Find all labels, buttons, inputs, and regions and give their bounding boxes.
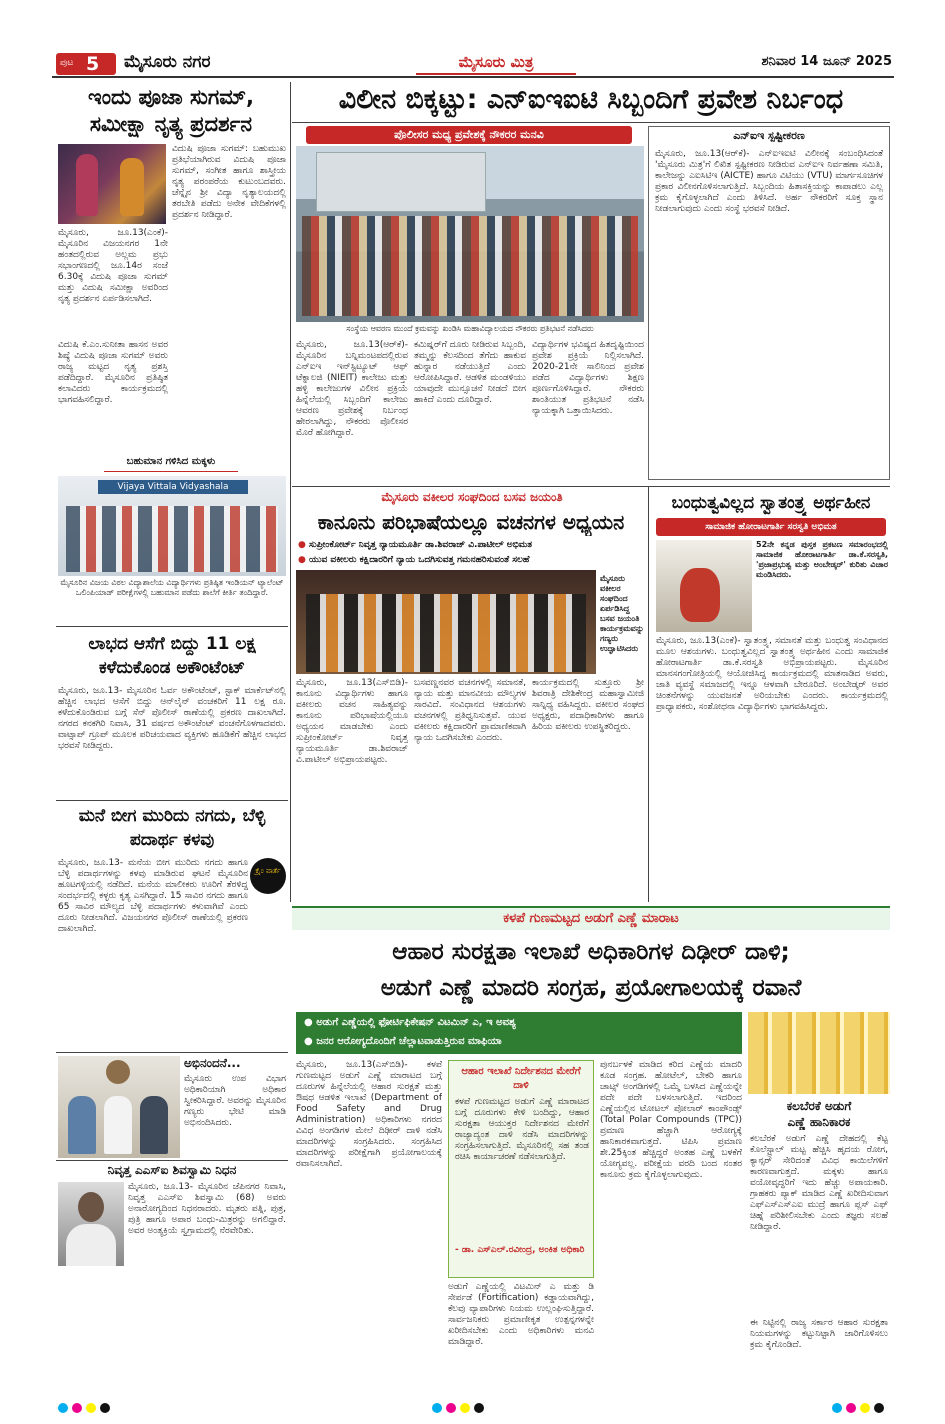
basava-bullet-1-text: ಸುಪ್ರೀಂಕೋರ್ಟ್ ನಿವೃತ್ತ ನ್ಯಾಯಮೂರ್ತಿ ಡಾ.ಶಿವರಾಜ್ ವಿ.ಪಾಟೀಲ್ ಅಭಿಮತ (309, 540, 533, 550)
oil-side-headline-1: ಕಲಬೆರಕೆ ಅಡುಗೆ (786, 1099, 852, 1113)
kids-banner: Vijaya Vittala Vidyashala (98, 480, 248, 494)
dance-headline: ಇಂದು ಪೂಜಾ ಸುಗಮ್, ಸಮೀಕ್ಷಾ ನೃತ್ಯ ಪ್ರದರ್ಶನ (88, 85, 254, 136)
kids-photo (58, 476, 286, 576)
freedom-body: ಮೈಸೂರು, ಜೂ.13(ಎಂಕೆ)- ಸ್ವಾತಂತ್ರ್ಯ, ಸಮಾನತೆ ಮತ್ತು ಬಂಧುತ್ವ ಸಂವಿಧಾನದ ಮೂಲ ಆಶಯಗಳು. ಬಂಧುತ್ವವಿಲ್ಲದ ಸ್ವಾತಂತ್ರ್ಯ ಅರ್ಥಹೀನ ಎಂದು ಸಾಮಾಜಿಕ ಹೋರಾಟಗಾರ್ತಿ ಡಾ.ಕೆ.ಸರಸ್ವತಿ ಅಭಿಪ್ರಾಯಪಟ್ಟರು. ಮೈಸೂರಿನ ಮಾನಸಗಂಗೋತ್ರಿಯಲ್ಲಿ ಆಯೋಜಿಸಿದ್ದ ಕಾರ್ಯಕ್ರಮದಲ್ಲಿ ಮಾತನಾಡಿದ ಅವರು, ಜಾತಿ ವ್ಯವಸ್ಥೆ ಸಮಾಜದಲ್ಲಿ ಇನ್ನೂ ಆಳವಾಗಿ ಬೇರೂರಿದೆ. ಅಂಬೇಡ್ಕರ್ ಅವರ ಚಿಂತನೆಗಳನ್ನು ಯುವಜನತೆ ಅರಿಯಬೇಕು ಎಂದರು. ಕಾರ್ಯಕ್ರಮದಲ್ಲಿ ಪ್ರಾಧ್ಯಾಪಕರು, ಸಂಶೋಧನಾ ವಿದ್ಯಾರ್ಥಿಗಳು ಭಾಗವಹಿಸಿದ್ದರು. (656, 636, 888, 712)
divider (56, 626, 288, 627)
oil-side-box (748, 1098, 890, 1372)
reg-dot-magenta (846, 1403, 856, 1413)
dancer-figure-2 (120, 158, 144, 216)
oil-headline-1: ಆಹಾರ ಸುರಕ್ಷತಾ ಇಲಾಖೆ ಅಧಿಕಾರಿಗಳ ದಿಢೀರ್ ದಾಳಿ; (392, 939, 790, 965)
basava-bullet-2-text: ಯುವ ವಕೀಲರು ಕಕ್ಷಿದಾರರಿಗೆ ನ್ಯಾಯ ಒದಗಿಸುವತ್ತ ಗಮನಹರಿಸುವಂತೆ ಸಲಹೆ (309, 555, 530, 565)
kids-group (66, 506, 278, 572)
lead-photo-tag: ಪೊಲೀಸರ ಮಧ್ಯ ಪ್ರವೇಶಕ್ಕೆ ನೌಕರರ ಮನವಿ (306, 126, 632, 144)
oil-col3-body: ಪುನರ್ಬಳಕೆ ಮಾಡಿದ ಕರಿದ ಎಣ್ಣೆಯ ಮಾದರಿ ಕೂಡ ಸಂಗ್ರಹ. ಹೋಟೆಲ್, ಬೇಕರಿ ಹಾಗೂ ಚಾಟ್ಸ್ ಅಂಗಡಿಗಳಲ್ಲಿ ಒಮ್ಮೆ ಬಳಸಿದ ಎಣ್ಣೆಯನ್ನೇ ಪದೇ ಪದೇ ಬಳಸಲಾಗುತ್ತಿದೆ. ಇದರಿಂದ ಎಣ್ಣೆಯಲ್ಲಿನ ಟೋಟಲ್ ಪೋಲಾರ್ ಕಾಂಪೌಂಡ್ಸ್ (Total Polar Compounds (TPC)) ಪ್ರಮಾಣ ಹೆಚ್ಚಾಗಿ ಆರೋಗ್ಯಕ್ಕೆ ಹಾನಿಕಾರಕವಾಗುತ್ತದೆ. ಟಿಪಿಸಿ ಪ್ರಮಾಣ ಶೇ.25ಕ್ಕಿಂತ ಹೆಚ್ಚಿದ್ದರೆ ಅಂತಹ ಎಣ್ಣೆ ಬಳಕೆಗೆ ಯೋಗ್ಯವಲ್ಲ. ಪರೀಕ್ಷೆಯ ವರದಿ ಬಂದ ನಂತರ ಕಾನೂನು ಕ್ರಮ ಕೈಗೊಳ್ಳಲಾಗುವುದು. (600, 1060, 742, 1180)
fraud-headline: ಲಾಭದ ಆಸೆಗೆ ಬಿದ್ದು 11 ಲಕ್ಷ ಕಳೆದುಕೊಂಡ ಅಕೌಂಟೆಂಟ್ (88, 634, 256, 678)
nie-body: ಮೈಸೂರು, ಜೂ.13(ಆರ್‌ಕೆ)- ಎನ್‌ಐಇಐಟಿ ವಿಲೀನಕ್ಕೆ ಸಂಬಂಧಿಸಿದಂತೆ 'ಮೈಸೂರು ಮಿತ್ರ'ಗೆ ಲಿಖಿತ ಸ್ಪಷ್ಟೀಕರಣ ನೀಡಿರುವ ಎನ್‌ಐಇ ನಿರ್ವಹಣಾ ಸಮಿತಿ, ಕಾಲೇಜನ್ನು ಎಐಸಿಟಿಇ (AICTE) ಹಾಗೂ ವಿಟಿಯು (VTU) ಮಾರ್ಗಸೂಚಿಗಳ ಪ್ರಕಾರ ವಿಲೀನಗೊಳಿಸಲಾಗುತ್ತಿದೆ. ಸಿಬ್ಬಂದಿಯ ಹಿತಾಸಕ್ತಿಯನ್ನು ಕಾಪಾಡಲು ಎಲ್ಲ ಕ್ರಮ ಕೈಗೊಳ್ಳಲಾಗಿದೆ ಎಂದು ತಿಳಿಸಿದೆ. ಅರ್ಹ ನೌಕರರಿಗೆ ಸೂಕ್ತ ಸ್ಥಾನ ನೀಡಲಾಗುವುದು ಎಂದು ಸಂಸ್ಥೆ ಭರವಸೆ ನೀಡಿದೆ. (655, 149, 883, 214)
basava-body-3: ಕಾರ್ಯಕ್ರಮದಲ್ಲಿ ಸುತ್ತೂರು ಶ್ರೀ ಶಿವರಾತ್ರಿ ದೇಶಿಕೇಂದ್ರ ಮಹಾಸ್ವಾಮೀಜಿ ಸಾನ್ನಿಧ್ಯ ವಹಿಸಿದ್ದರು. ವಕೀಲರ ಸಂಘದ ಅಧ್ಯಕ್ಷರು, ಪದಾಧಿಕಾರಿಗಳು ಹಾಗೂ ಹಿರಿಯ ವಕೀಲರು ಉಪಸ್ಥಿತರಿದ್ದರು. (532, 678, 644, 732)
obit-photo (58, 1182, 124, 1266)
oil-body-2: ಅಡುಗೆ ಎಣ್ಣೆಯಲ್ಲಿ ವಿಟಮಿನ್ ಎ ಮತ್ತು ಡಿ ಸೇರ್ಪಡೆ (Fortification) ಕಡ್ಡಾಯವಾಗಿದ್ದು, ಕೆಲವು ವ್ಯಾಪಾರಿಗಳು ನಿಯಮ ಉಲ್ಲಂಘಿಸುತ್ತಿದ್ದಾರೆ. ಸಾರ್ವಜನಿಕರು ಪ್ರಮಾಣೀಕೃತ ಉತ್ಪನ್ನಗಳನ್ನೇ ಖರೀದಿಸಬೇಕು ಎಂದು ಅಧಿಕಾರಿಗಳು ಮನವಿ ಮಾಡಿದ್ದಾರೆ. (448, 1282, 594, 1347)
kids-tag: ಬಹುಮಾನ ಗಳಿಸಿದ ಮಕ್ಕಳು (104, 456, 238, 472)
reg-dot-magenta (72, 1403, 82, 1413)
masthead-bar (52, 50, 894, 78)
oil-side-headline-2: ಎಣ್ಣೆ ಹಾನಿಕಾರಕ (787, 1115, 851, 1129)
dance-body-1: ಮೈಸೂರು, ಜೂ.13(ಎಂಕೆ)- ಮೈಸೂರಿನ ವಿಜಯನಗರ 1ನೇ ಹಂತದಲ್ಲಿರುವ ಅಲ್ಲಮ ಪ್ರಭು ಸಭಾಂಗಣದಲ್ಲಿ ಜೂ.14ರ ಸಂಜೆ 6.30ಕ್ಕೆ ವಿದುಷಿ ಪೂಜಾ ಸುಗಮ್ ಮತ್ತು ವಿದುಷಿ ಸಮೀಕ್ಷಾ ಅವರಿಂದ ನೃತ್ಯ ಪ್ರದರ್ಶನ ಏರ್ಪಡಿಸಲಾಗಿದೆ. (58, 228, 168, 304)
page-number: 5 (86, 53, 100, 75)
person-figure (68, 1096, 96, 1154)
theft-headline: ಮನೆ ಬೀಗ ಮುರಿದು ನಗದು, ಬೆಳ್ಳಿ ಪದಾರ್ಥ ಕಳವು (78, 806, 266, 850)
column-divider (648, 486, 649, 902)
paper-name: ಮೈಸೂರು ಮಿತ್ರ (416, 53, 576, 75)
crime-badge-text: ಕ್ರೈಂ ವಾರ್ತೆ (255, 867, 281, 875)
oil-bullets-box (296, 1012, 742, 1054)
freedom-headline: ಬಂಧುತ್ವವಿಲ್ಲದ ಸ್ವಾತಂತ್ರ್ಯ ಅರ್ಥಹೀನ (671, 493, 871, 513)
lead-body-3: ವಿದ್ಯಾರ್ಥಿಗಳ ಭವಿಷ್ಯದ ಹಿತದೃಷ್ಟಿಯಿಂದ ಪ್ರವೇಶ ಪ್ರಕ್ರಿಯೆ ನಿಲ್ಲಿಸಲಾಗಿದೆ. 2020-21ನೇ ಸಾಲಿನಿಂದ ಪ್ರವೇಶ ಪಡೆದ ವಿದ್ಯಾರ್ಥಿಗಳು ಶಿಕ್ಷಣ ಪೂರ್ಣಗೊಳಿಸಿದ್ದಾರೆ. ನೌಕರರು ಶಾಂತಿಯುತ ಪ್ರತಿಭಟನೆ ನಡೆಸಿ ನ್ಯಾಯಕ್ಕಾಗಿ ಒತ್ತಾಯಿಸಿದರು. (532, 340, 644, 416)
registration-marks-right (830, 1398, 900, 1410)
protest-crowd (302, 216, 638, 316)
oil-kicker-bar (292, 906, 890, 930)
column-divider (290, 82, 291, 902)
reg-dot-black (100, 1403, 110, 1413)
dance-photo (58, 144, 166, 224)
divider (56, 1160, 288, 1161)
oil-box-tag: ಆಹಾರ ಇಲಾಖೆ ನಿರ್ದೇಶನದ ಮೇರೆಗೆ ದಾಳಿ (461, 1066, 581, 1091)
bullet-icon: ● (298, 555, 306, 565)
dignitaries-row (306, 594, 586, 672)
oil-photo (748, 1012, 890, 1094)
date-line: ಶನಿವಾರ 14 ಜೂನ್ 2025 (761, 54, 892, 69)
page-number-box (56, 53, 116, 75)
lead-photo (296, 146, 644, 322)
oil-box-quote: - ಡಾ. ಎಸ್‌ಎಲ್.ರವೀಂದ್ರ, ಅಂಕಿತ ಅಧಿಕಾರಿ (455, 1245, 585, 1255)
oil-bullet-2 (304, 1034, 734, 1050)
portrait-head (78, 1192, 104, 1222)
person-figure (140, 1096, 168, 1154)
registration-marks-center (430, 1398, 550, 1410)
bullet-icon: ● (304, 1017, 313, 1028)
basava-bullet-1 (298, 538, 644, 552)
divider (56, 1052, 288, 1053)
dance-body-3: ವಿದುಷಿ ಪೂಜಾ ಸುಗಮ್: ಬಹುಮುಖ ಪ್ರತಿಭೆಯಾಗಿರುವ ವಿದುಷಿ ಪೂಜಾ ಸುಗಮ್, ಸಂಗೀತ ಹಾಗೂ ಶಾಸ್ತ್ರೀಯ ನೃತ್ಯ ಪರಂಪರೆಯ ಕುಟುಂಬದವರು. ಚೆನ್ನೈನ ಶ್ರೀ ವಿದ್ಯಾ ನೃತ್ಯಾಲಯದಲ್ಲಿ ತರಬೇತಿ ಪಡೆದು ಅನೇಕ ವೇದಿಕೆಗಳಲ್ಲಿ ಪ್ರದರ್ಶನ ನೀಡಿದ್ದಾರೆ. (172, 144, 286, 220)
freedom-tag: ಸಾಮಾಜಿಕ ಹೋರಾಟಗಾರ್ತಿ ಸರಸ್ವತಿ ಅಭಿಮತ (656, 518, 886, 536)
oil-kicker: ಕಳಪೆ ಗುಣಮಟ್ಟದ ಅಡುಗೆ ಎಣ್ಣೆ ಮಾರಾಟ (503, 911, 679, 926)
reg-dot-yellow (460, 1403, 470, 1413)
oil-bullet-1-text: ಅಡುಗೆ ಎಣ್ಣೆಯಲ್ಲಿ ಫೋರ್ಟಿಫಿಕೇಷನ್ ವಿಟಮಿನ್ ಎ, ಇ ಅವಶ್ಯ (316, 1017, 516, 1028)
congrats-body: ಮೈಸೂರು ಉಪ ವಿಭಾಗ ಅಧಿಕಾರಿಯಾಗಿ ಅಧಿಕಾರ ಸ್ವೀಕರಿಸಿದ್ದಾರೆ. ಅವರನ್ನು ಮೈಸೂರಿನ ಗಣ್ಯರು ಭೇಟಿ ಮಾಡಿ ಅಭಿನಂದಿಸಿದರು. (184, 1074, 286, 1128)
dancer-figure-1 (76, 154, 98, 216)
section-title: ಮೈಸೂರು ನಗರ (124, 52, 211, 72)
page-label: ಪುಟ (60, 58, 74, 68)
fraud-body: ಮೈಸೂರು, ಜೂ.13- ಮೈಸೂರಿನ ಓರ್ವ ಅಕೌಂಟೆಂಟ್, ಸ್ಟಾಕ್ ಮಾರ್ಕೆಟ್‌ನಲ್ಲಿ ಹೆಚ್ಚಿನ ಲಾಭದ ಆಸೆಗೆ ಬಿದ್ದು ಆನ್‌ಲೈನ್ ವಂಚಕರಿಗೆ 11 ಲಕ್ಷ ರೂ. ಕಳೆದುಕೊಂಡಿರುವ ಬಗ್ಗೆ ಸೆನ್ ಪೊಲೀಸ್ ಠಾಣೆಯಲ್ಲಿ ಪ್ರಕರಣ ದಾಖಲಾಗಿದೆ. ನಗರದ ಕನಕಗಿರಿ ನಿವಾಸಿ, 31 ವರ್ಷದ ಅಕೌಂಟೆಂಟ್ ವಂಚನೆಗೊಳಗಾದವರು. ವಾಟ್ಸಾಪ್ ಗ್ರೂಪ್ ಮೂಲಕ ಪರಿಚಯವಾದ ವ್ಯಕ್ತಿಗಳು ಹೂಡಿಕೆಗೆ ಹೆಚ್ಚಿನ ಲಾಭದ ಭರವಸೆ ನೀಡಿದ್ದರು. (58, 686, 286, 751)
emblem-icon (106, 1060, 130, 1084)
crime-badge (250, 858, 286, 894)
basava-photo-caption: ಮೈಸೂರು ವಕೀಲರ ಸಂಘದಿಂದ ಏರ್ಪಡಿಸಿದ್ದ ಬಸವ ಜಯಂತಿ ಕಾರ್ಯಕ್ರಮವನ್ನು ಗಣ್ಯರು ಉದ್ಘಾಟಿಸಿದರು (600, 574, 644, 653)
mask-figure (680, 568, 720, 622)
oil-side-body: ಕಲಬೆರಕೆ ಅಡುಗೆ ಎಣ್ಣೆ ದೇಹದಲ್ಲಿ ಕೆಟ್ಟ ಕೊಲೆಸ್ಟ್ರಾಲ್ ಮಟ್ಟ ಹೆಚ್ಚಿಸಿ ಹೃದಯ ರೋಗ, ಕ್ಯಾನ್ಸರ್ ಸೇರಿದಂತೆ ವಿವಿಧ ಕಾಯಿಲೆಗಳಿಗೆ ಕಾರಣವಾಗುತ್ತದೆ. ಮಕ್ಕಳು ಹಾಗೂ ವಯೋವೃದ್ಧರಿಗೆ ಇದು ಹೆಚ್ಚು ಅಪಾಯಕಾರಿ. ಗ್ರಾಹಕರು ಪ್ಯಾಕ್ ಮಾಡಿದ ಎಣ್ಣೆ ಖರೀದಿಸುವಾಗ ಎಫ್‌ಎಸ್‌ಎಸ್‌ಎಐ ಮುದ್ರೆ ಹಾಗೂ ಪ್ಲಸ್ ಎಫ್ ಚಿಹ್ನೆ ಪರಿಶೀಲಿಸಬೇಕು ಎಂದು ತಜ್ಞರು ಸಲಹೆ ನೀಡಿದ್ದಾರೆ. (750, 1134, 888, 1232)
registration-marks-left (56, 1398, 176, 1410)
basava-photo (296, 570, 596, 674)
oil-box (448, 1060, 594, 1278)
congrats-photo (58, 1056, 180, 1158)
reg-dot-cyan (58, 1403, 68, 1413)
theft-body: ಮೈಸೂರು, ಜೂ.13- ಮನೆಯ ಬೀಗ ಮುರಿದು ನಗದು ಹಾಗೂ ಬೆಳ್ಳಿ ಪದಾರ್ಥಗಳನ್ನು ಕಳವು ಮಾಡಿರುವ ಘಟನೆ ಮೈಸೂರಿನ ಹೂಟಗಳ್ಳಿಯಲ್ಲಿ ನಡೆದಿದೆ. ಮನೆಯ ಮಾಲೀಕರು ಊರಿಗೆ ತೆರಳಿದ್ದ ಸಂದರ್ಭದಲ್ಲಿ ಕಳ್ಳರು ಕೃತ್ಯ ಎಸಗಿದ್ದಾರೆ. 15 ಸಾವಿರ ನಗದು ಹಾಗೂ 65 ಸಾವಿರ ಮೌಲ್ಯದ ಬೆಳ್ಳಿ ಪದಾರ್ಥಗಳು ಕಳುವಾಗಿವೆ ಎಂದು ದೂರು ನೀಡಲಾಗಿದೆ. ವಿಜಯನಗರ ಪೊಲೀಸ್ ಠಾಣೆಯಲ್ಲಿ ಪ್ರಕರಣ ದಾಖಲಾಗಿದೆ. (58, 858, 248, 934)
lead-headline: ವಿಲೀನ ಬಿಕ್ಕಟ್ಟು: ಎನ್‌ಐಇಐಟಿ ಸಿಬ್ಬಂದಿಗೆ ಪ್ರವೇಶ ನಿರ್ಬಂಧ (338, 84, 844, 115)
reg-dot-black (874, 1403, 884, 1413)
oil-box-body: ಕಳಪೆ ಗುಣಮಟ್ಟದ ಅಡುಗೆ ಎಣ್ಣೆ ಮಾರಾಟದ ಬಗ್ಗೆ ದೂರುಗಳು ಕೇಳಿ ಬಂದಿದ್ದು, ಆಹಾರ ಸುರಕ್ಷತಾ ಆಯುಕ್ತರ ನಿರ್ದೇಶನದ ಮೇರೆಗೆ ರಾಜ್ಯಾದ್ಯಂತ ದಾಳಿ ನಡೆಸಿ ಮಾದರಿಗಳನ್ನು ಸಂಗ್ರಹಿಸಲಾಗುತ್ತಿದೆ. ಮೈಸೂರಿನಲ್ಲಿ ಸಹ ತಂಡ ರಚಿಸಿ ಕಾರ್ಯಾಚರಣೆ ನಡೆಸಲಾಗುತ್ತಿದೆ. (455, 1097, 589, 1162)
obit-headline: ನಿವೃತ್ತ ಎಎಸ್‌ಐ ಶಿವಸ್ವಾಮಿ ನಿಧನ (107, 1163, 237, 1177)
person-figure (104, 1096, 132, 1154)
reg-dot-cyan (832, 1403, 842, 1413)
oil-headline-2: ಅಡುಗೆ ಎಣ್ಣೆ ಮಾದರಿ ಸಂಗ್ರಹ, ಪ್ರಯೋಗಾಲಯಕ್ಕೆ ರವಾನೆ (380, 975, 802, 1001)
lead-photo-caption: ಸಂಸ್ಥೆಯ ಆವರಣ ಮುಂದೆ ಕ್ರಮವನ್ನು ಖಂಡಿಸಿ ಮಹಾವಿದ್ಯಾಲಯದ ನೌಕರರು ಪ್ರತಿಭಟನೆ ನಡೆಸಿದರು (346, 324, 594, 333)
divider (292, 486, 890, 487)
basava-body-1: ಮೈಸೂರು, ಜೂ.13(ಎಸ್‌ಬಿಡಿ)- ಕಾನೂನು ವಿದ್ಯಾರ್ಥಿಗಳು ಹಾಗೂ ವಕೀಲರು ವಚನ ಸಾಹಿತ್ಯವನ್ನು ಕಾನೂನು ಪರಿಭಾಷೆಯಲ್ಲಿಯೂ ಅಧ್ಯಯನ ಮಾಡಬೇಕು ಎಂದು ಸುಪ್ರೀಂಕೋರ್ಟ್ ನಿವೃತ್ತ ನ್ಯಾಯಮೂರ್ತಿ ಡಾ.ಶಿವರಾಜ್ ವಿ.ಪಾಟೀಲ್ ಅಭಿಪ್ರಾಯಪಟ್ಟರು. (296, 678, 408, 765)
divider (292, 122, 890, 123)
building (316, 152, 486, 212)
oil-bullet-2-text: ಜನರ ಆರೋಗ್ಯದೊಂದಿಗೆ ಚೆಲ್ಲಾಟವಾಡುತ್ತಿರುವ ಮಾಫಿಯಾ (316, 1036, 502, 1047)
freedom-caption: 52ನೇ ಕನ್ನಡ ಪುಸ್ತಕ ಪ್ರಕಟಣ ಸಮಾರಂಭದಲ್ಲಿ ಸಾಮಾಜಿಕ ಹೋರಾಟಗಾರ್ತಿ ಡಾ.ಕೆ.ಸರಸ್ವತಿ, 'ಪ್ರಜಾಪ್ರಭುತ್ವ ಮತ್ತು ಅಂಬೇಡ್ಕರ್' ಕುರಿತು ವಿಚಾರ ಮಂಡಿಸಿದರು. (756, 540, 888, 579)
oil-side-body-2: ಈ ನಿಟ್ಟಿನಲ್ಲಿ ರಾಜ್ಯ ಸರ್ಕಾರ ಆಹಾರ ಸುರಕ್ಷತಾ ನಿಯಮಗಳನ್ನು ಕಟ್ಟುನಿಟ್ಟಾಗಿ ಜಾರಿಗೊಳಿಸಲು ಕ್ರಮ ಕೈಗೊಂಡಿದೆ. (750, 1318, 888, 1350)
reg-dot-black (474, 1403, 484, 1413)
lead-body-1: ಮೈಸೂರು, ಜೂ.13(ಆರ್‌ಕೆ)- ಮೈಸೂರಿನ ಬನ್ನಿಮಂಟಪದಲ್ಲಿರುವ ಎನ್‌ಐಇ ಇನ್‌ಸ್ಟಿಟ್ಯೂಟ್ ಆಫ್ ಟೆಕ್ನಾಲಜಿ (NIEIT) ಕಾಲೇಜು ಮತ್ತು ಹಳ್ಳಿ ಕಾಲೇಜುಗಳ ವಿಲೀನ ಪ್ರಕ್ರಿಯೆ ಹಿನ್ನೆಲೆಯಲ್ಲಿ ಸಿಬ್ಬಂದಿಗೆ ಕಾಲೇಜು ಆವರಣ ಪ್ರವೇಶಕ್ಕೆ ನಿರ್ಬಂಧ ಹೇರಲಾಗಿದ್ದು, ನೌಕರರು ಪೊಲೀಸರ ಮೊರೆ ಹೋಗಿದ್ದಾರೆ. (296, 340, 408, 438)
oil-bullet-1 (304, 1015, 734, 1031)
basava-kicker: ಮೈಸೂರು ವಕೀಲರ ಸಂಘದಿಂದ ಬಸವ ಜಯಂತಿ (381, 490, 563, 504)
nie-tag: ಎನ್‌ಐಇ ಸ್ಪಷ್ಟೀಕರಣ (733, 129, 805, 142)
lead-body-2: ಕಮಿಷ್ನರ್‌ಗೆ ದೂರು ನೀಡಿರುವ ಸಿಬ್ಬಂದಿ, ತಮ್ಮನ್ನು ಕೆಲಸದಿಂದ ತೆಗೆದು ಹಾಕುವ ಹುನ್ನಾರ ನಡೆಯುತ್ತಿದೆ ಎಂದು ಆರೋಪಿಸಿದ್ದಾರೆ. ಆಡಳಿತ ಮಂಡಳಿಯು ಯಾವುದೇ ಮುನ್ಸೂಚನೆ ನೀಡದೆ ಬೀಗ ಹಾಕಿದೆ ಎಂದು ದೂರಿದ್ದಾರೆ. (414, 340, 526, 405)
nie-clarification-box (648, 126, 890, 480)
basava-bullet-2 (298, 553, 644, 567)
kids-caption: ಮೈಸೂರಿನ ವಿಜಯ ವಿಠಲ ವಿದ್ಯಾಶಾಲೆಯ ವಿದ್ಯಾರ್ಥಿಗಳು ಪ್ರತಿಷ್ಠಿತ ಇಂಡಿಯನ್ ಟ್ಯಾಲೆಂಟ್ ಒಲಿಂಪಿಯಾಡ್ ಪರೀಕ್ಷೆಗಳಲ್ಲಿ ಬಹುಮಾನ ಪಡೆದು ಶಾಲೆಗೆ ಕೀರ್ತಿ ತಂದಿದ್ದಾರೆ. (60, 578, 284, 597)
reg-dot-yellow (860, 1403, 870, 1413)
oil-body-1: ಮೈಸೂರು, ಜೂ.13(ಎಸ್‌ಬಿಡಿ)- ಕಳಪೆ ಗುಣಮಟ್ಟದ ಅಡುಗೆ ಎಣ್ಣೆ ಮಾರಾಟದ ಬಗ್ಗೆ ದೂರುಗಳ ಹಿನ್ನೆಲೆಯಲ್ಲಿ ಆಹಾರ ಸುರಕ್ಷತೆ ಮತ್ತು ಔಷಧ ಆಡಳಿತ ಇಲಾಖೆ (Department of Food Safety and Drug Administration) ಅಧಿಕಾರಿಗಳು ನಗರದ ವಿವಿಧ ಅಂಗಡಿಗಳ ಮೇಲೆ ದಿಢೀರ್ ದಾಳಿ ನಡೆಸಿ ಮಾದರಿಗಳನ್ನು ಸಂಗ್ರಹಿಸಿದರು. ಸಂಗ್ರಹಿಸಿದ ಮಾದರಿಗಳನ್ನು ಪರೀಕ್ಷೆಗಾಗಿ ಪ್ರಯೋಗಾಲಯಕ್ಕೆ ರವಾನಿಸಲಾಗಿದೆ. (296, 1060, 442, 1169)
dance-body-2: ವಿದುಷಿ ಕೆ.ಎಂ.ಸುನೀತಾ ಹಾಸನ ಅವರ ಶಿಷ್ಯೆ ವಿದುಷಿ ಪೂಜಾ ಸುಗಮ್ ಅವರು ರಾಜ್ಯ ಮಟ್ಟದ ನೃತ್ಯ ಪ್ರಶಸ್ತಿ ಪಡೆದಿದ್ದಾರೆ. ಮೈಸೂರಿನ ಪ್ರತಿಷ್ಠಿತ ಕಲಾವಿದರು ಕಾರ್ಯಕ್ರಮದಲ್ಲಿ ಭಾಗವಹಿಸಲಿದ್ದಾರೆ. (58, 340, 168, 405)
reg-dot-cyan (432, 1403, 442, 1413)
portrait-body (66, 1224, 116, 1266)
bullet-icon: ● (304, 1036, 313, 1047)
freedom-photo (656, 540, 752, 632)
basava-headline: ಕಾನೂನು ಪರಿಭಾಷೆಯಲ್ಲೂ ವಚನಗಳ ಅಧ್ಯಯನ (317, 510, 625, 534)
obit-body: ಮೈಸೂರು, ಜೂ.13- ಮೈಸೂರಿನ ಜೆಪಿನಗರ ನಿವಾಸಿ, ನಿವೃತ್ತ ಎಎಸ್‌ಐ ಶಿವಸ್ವಾಮಿ (68) ಅವರು ಅನಾರೋಗ್ಯದಿಂದ ನಿಧನರಾದರು. ಮೃತರು ಪತ್ನಿ, ಪುತ್ರ, ಪುತ್ರಿ ಹಾಗೂ ಅಪಾರ ಬಂಧು-ಮಿತ್ರರನ್ನು ಅಗಲಿದ್ದಾರೆ. ಅವರ ಅಂತ್ಯಕ್ರಿಯೆ ಸ್ವಗ್ರಾಮದಲ್ಲಿ ನೆರವೇರಿತು. (128, 1182, 286, 1236)
reg-dot-magenta (446, 1403, 456, 1413)
basava-body-2: ಬಸವಣ್ಣನವರ ವಚನಗಳಲ್ಲಿ ಸಮಾನತೆ, ನ್ಯಾಯ ಮತ್ತು ಮಾನವೀಯ ಮೌಲ್ಯಗಳ ಸಾರವಿದೆ. ಸಂವಿಧಾನದ ಆಶಯಗಳು ವಚನಗಳಲ್ಲಿ ಪ್ರತಿಧ್ವನಿಸುತ್ತವೆ. ಯುವ ವಕೀಲರು ಕಕ್ಷಿದಾರರಿಗೆ ಪ್ರಾಮಾಣಿಕವಾಗಿ ನ್ಯಾಯ ಒದಗಿಸಬೇಕು ಎಂದರು. (414, 678, 526, 743)
bullet-icon: ● (298, 540, 306, 550)
divider (56, 800, 288, 801)
congrats-headline: ಅಭಿನಂದನೆ... (184, 1056, 241, 1070)
reg-dot-yellow (86, 1403, 96, 1413)
